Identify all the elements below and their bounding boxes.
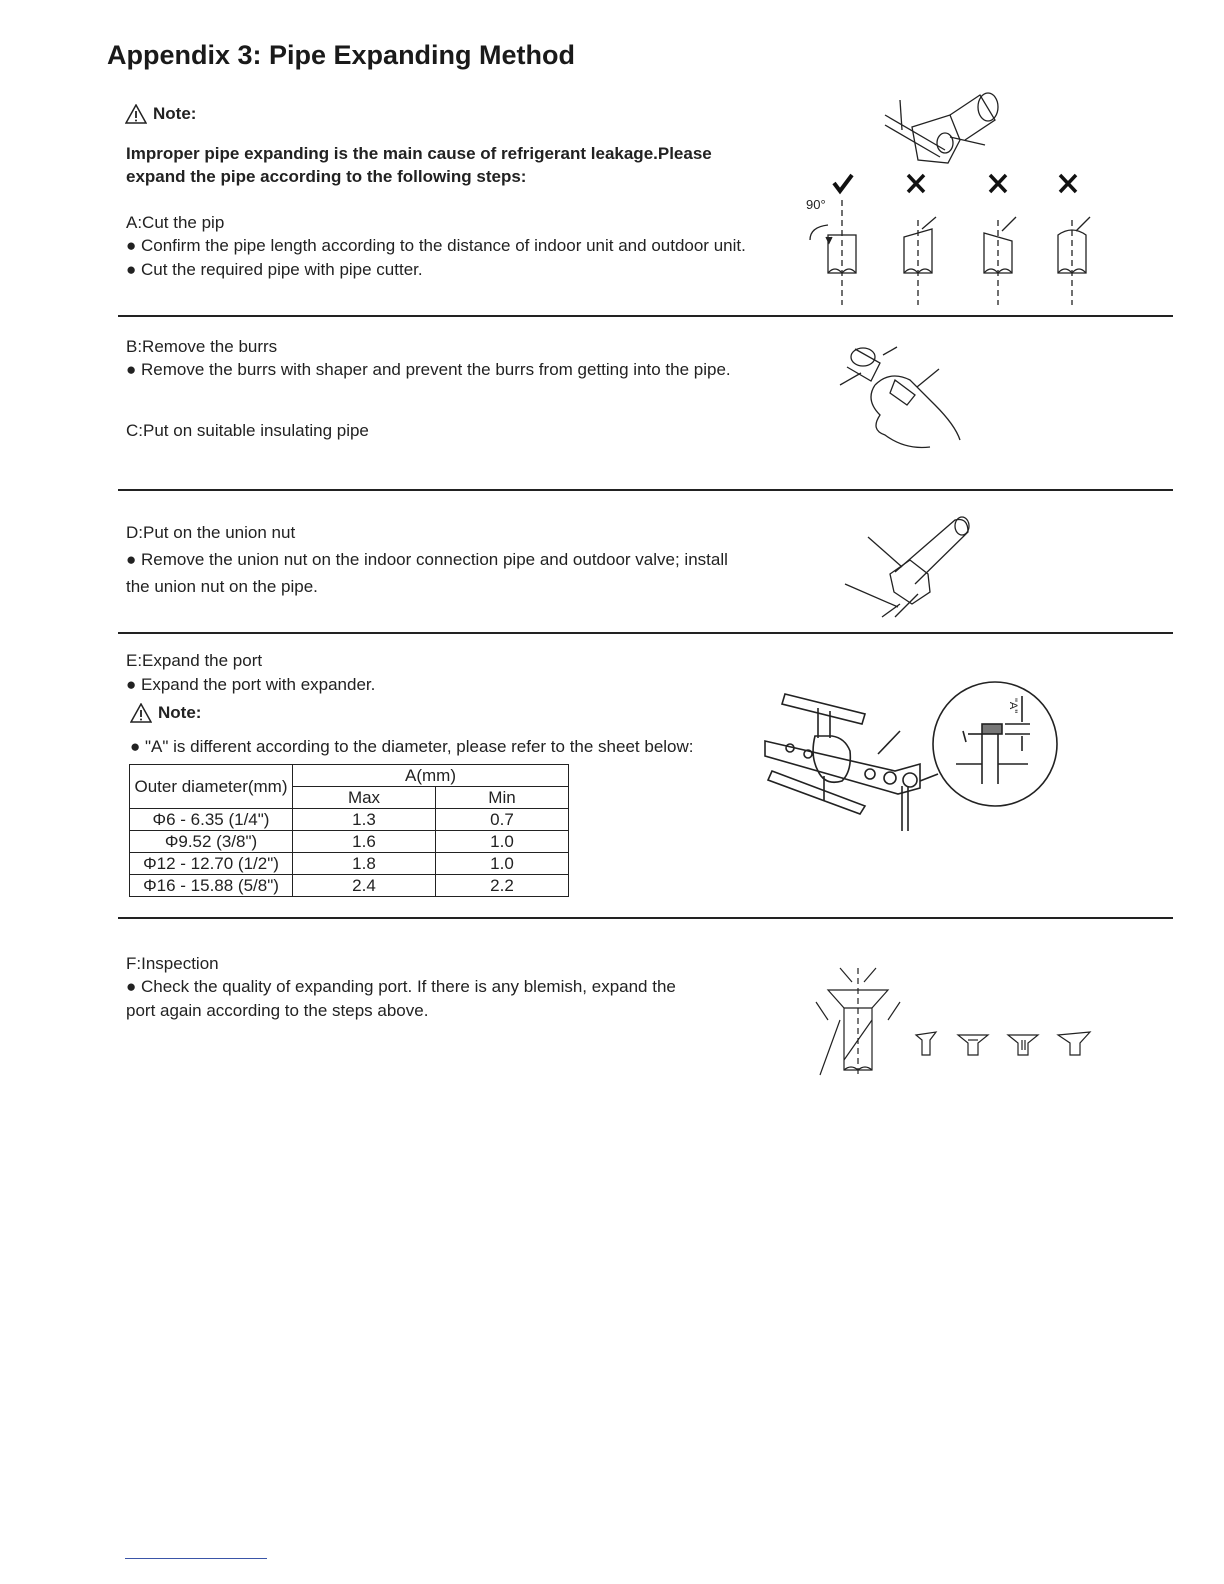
note-heading xyxy=(125,104,196,124)
cell-diameter: Φ6 - 6.35 (1/4") xyxy=(130,809,293,831)
step-e-heading: E:Expand the port xyxy=(126,651,263,670)
step-f-text-line2: port again according to the steps above. xyxy=(126,1001,429,1020)
step-e-note-text: ● "A" is different according to the diameter, please refer to the sheet below: xyxy=(130,737,694,756)
table-row xyxy=(130,831,569,853)
inspection-figure xyxy=(808,960,1098,1080)
cell-max: 1.3 xyxy=(293,809,436,831)
cell-max: 1.8 xyxy=(293,853,436,875)
note-text-line1: Improper pipe expanding is the main cause of refrigerant leakage.Please xyxy=(126,144,712,163)
step-c-heading: C:Put on suitable insulating pipe xyxy=(126,421,369,440)
table-row xyxy=(130,875,569,897)
cell-diameter: Φ12 - 12.70 (1/2") xyxy=(130,853,293,875)
step-d-text-line2: the union nut on the pipe. xyxy=(126,577,318,596)
dimension-a-label: "A" xyxy=(1007,698,1019,714)
note-label: Note: xyxy=(153,104,197,123)
col-header-a: A(mm) xyxy=(293,765,569,787)
table-row xyxy=(130,809,569,831)
pipe-cutter-figure xyxy=(800,85,1100,310)
expander-figure xyxy=(760,676,1065,836)
cell-min: 0.7 xyxy=(436,809,569,831)
cell-min: 2.2 xyxy=(436,875,569,897)
note-text-line2: expand the pipe according to the following steps: xyxy=(126,167,527,186)
table-row xyxy=(130,853,569,875)
table-header-row xyxy=(130,765,569,787)
step-e-note-heading xyxy=(130,703,201,723)
cell-min: 1.0 xyxy=(436,853,569,875)
step-b-heading: B:Remove the burrs xyxy=(126,337,278,356)
step-f-heading: F:Inspection xyxy=(126,954,219,973)
footnote-rule xyxy=(125,1558,267,1559)
step-b-bullet-1: ● Remove the burrs with shaper and prevent the burrs from getting into the pipe. xyxy=(126,360,731,379)
cross-mark-icon xyxy=(908,175,1076,192)
warning-icon xyxy=(130,703,152,723)
expansion-spec-table xyxy=(129,764,569,897)
page-title: Appendix 3: Pipe Expanding Method xyxy=(107,40,576,70)
union-nut-figure xyxy=(840,512,980,622)
cell-diameter: Φ16 - 15.88 (5/8") xyxy=(130,875,293,897)
step-f-text-line1: ● Check the quality of expanding port. If there is any blemish, expand the xyxy=(126,977,676,996)
col-header-diameter: Outer diameter(mm) xyxy=(130,765,293,809)
step-e-note-label: Note: xyxy=(158,703,202,722)
col-header-max: Max xyxy=(293,787,436,809)
divider-4 xyxy=(118,917,1173,919)
step-d-text-line1: ● Remove the union nut on the indoor connection pipe and outdoor valve; install xyxy=(126,550,728,569)
warning-icon xyxy=(125,104,147,124)
cell-max: 2.4 xyxy=(293,875,436,897)
cell-max: 1.6 xyxy=(293,831,436,853)
divider-2 xyxy=(118,489,1173,491)
step-d-heading: D:Put on the union nut xyxy=(126,523,296,542)
angle-label: 90° xyxy=(806,197,826,212)
step-a-heading: A:Cut the pip xyxy=(126,213,225,232)
cell-min: 1.0 xyxy=(436,831,569,853)
check-mark-icon xyxy=(834,175,852,191)
step-e-bullet-1: ● Expand the port with expander. xyxy=(126,675,376,694)
divider-1 xyxy=(118,315,1173,317)
step-a-bullet-2: ● Cut the required pipe with pipe cutter. xyxy=(126,260,423,279)
col-header-min: Min xyxy=(436,787,569,809)
divider-3 xyxy=(118,632,1173,634)
step-a-bullet-1: ● Confirm the pipe length according to the distance of indoor unit and outdoor unit. xyxy=(126,236,746,255)
burr-removal-figure xyxy=(835,335,975,455)
cell-diameter: Φ9.52 (3/8") xyxy=(130,831,293,853)
